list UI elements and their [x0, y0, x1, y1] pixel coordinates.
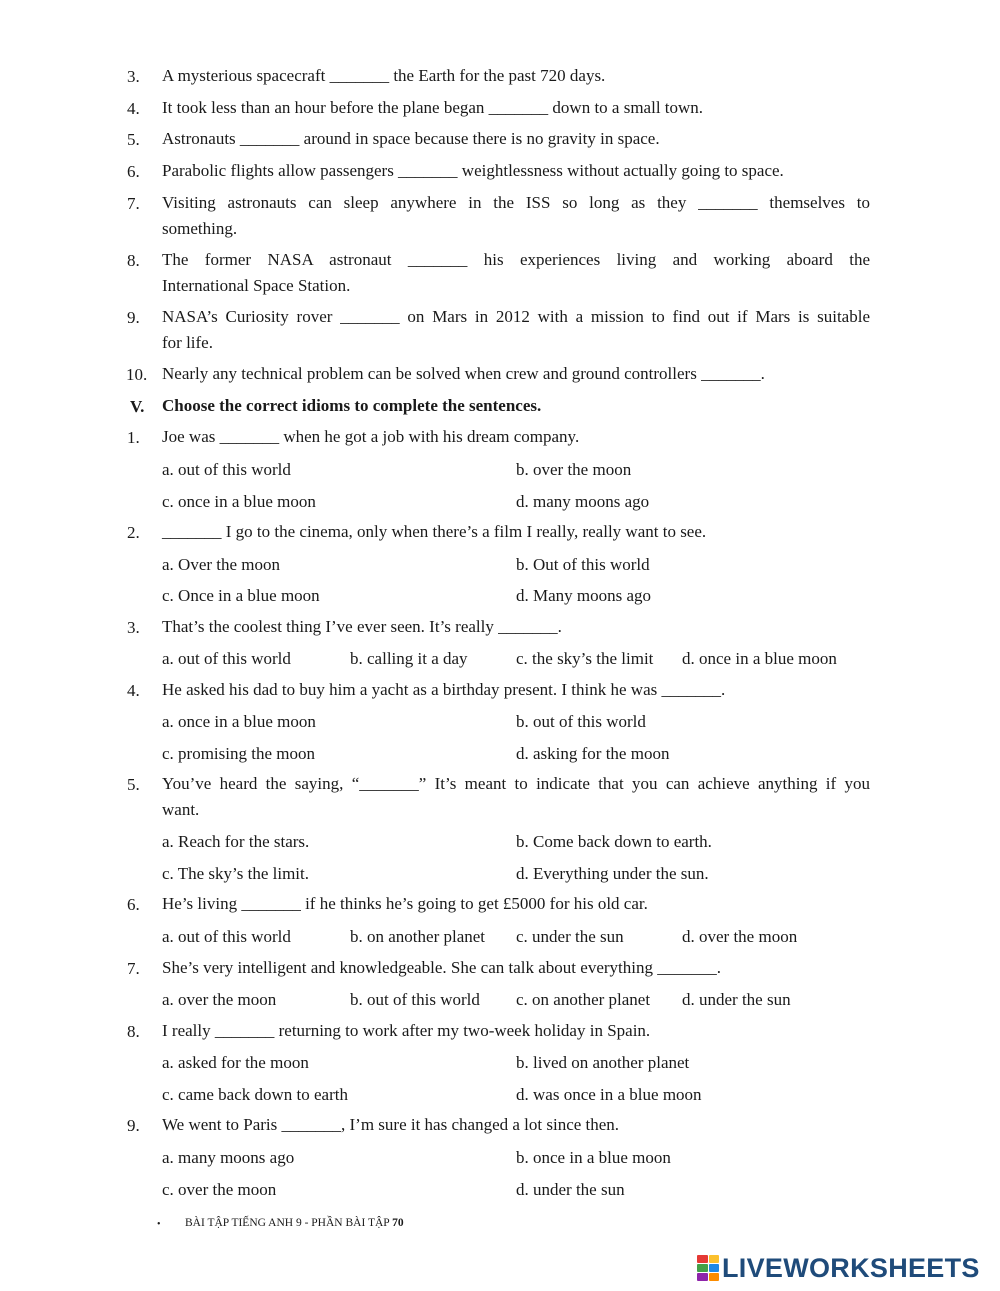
logo-tiles-icon — [697, 1255, 719, 1281]
question-text: You’ve heard the saying, “_______” It’s meant to indicate that you can achieve anything if you — [162, 774, 870, 793]
exercise-sentence-continued: for life. — [162, 333, 213, 352]
option-b: b. on another planet — [350, 927, 486, 946]
item-number: 8. — [127, 251, 140, 270]
option-a: a. Over the moon — [162, 555, 281, 574]
option-c: c. Once in a blue moon — [162, 586, 320, 605]
option-c: c. promising the moon — [162, 744, 315, 763]
question-text: That’s the coolest thing I’ve ever seen. It’s really _______. — [162, 617, 562, 636]
option-d: d. once in a blue moon — [682, 649, 837, 668]
option-d: d. many moons ago — [516, 492, 650, 511]
exercise-sentence: Nearly any technical problem can be solved when crew and ground controllers _______. — [162, 364, 765, 383]
option-d: d. over the moon — [682, 927, 798, 946]
exercise-sentence: It took less than an hour before the plane began _______ down to a small town. — [162, 98, 704, 117]
exercise-sentence: NASA’s Curiosity rover _______ on Mars in 2012 with a mission to find out if Mars is suitable — [162, 307, 870, 326]
exercise-sentence-continued: International Space Station. — [162, 276, 351, 295]
exercise-sentence: Visiting astronauts can sleep anywhere in the ISS so long as they _______ themselves to — [162, 193, 870, 212]
question-text: She’s very intelligent and knowledgeable. She can talk about everything _______. — [162, 958, 721, 977]
option-a: a. out of this world — [162, 927, 291, 946]
option-c: c. on another planet — [516, 990, 651, 1009]
option-d: d. Everything under the sun. — [516, 864, 709, 883]
option-c: c. came back down to earth — [162, 1085, 348, 1104]
option-b: b. over the moon — [516, 460, 632, 479]
logo-wordmark: LIVEWORKSHEETS — [722, 1252, 980, 1283]
question-number: 5. — [127, 775, 140, 794]
option-a: a. over the moon — [162, 990, 277, 1009]
item-number: 5. — [127, 130, 140, 149]
question-number: 7. — [127, 959, 140, 978]
exercise-sentence-continued: something. — [162, 219, 238, 238]
option-c: c. once in a blue moon — [162, 492, 316, 511]
option-b: b. Come back down to earth. — [516, 832, 712, 851]
exercise-sentence: A mysterious spacecraft _______ the Earth for the past 720 days. — [162, 66, 606, 85]
option-c: c. under the sun — [516, 927, 624, 946]
liveworksheets-logo[interactable] — [697, 1253, 980, 1283]
question-number: 9. — [127, 1116, 140, 1135]
question-text: He’s living _______ if he thinks he’s going to get £5000 for his old car. — [162, 894, 648, 913]
option-c: c. The sky’s the limit. — [162, 864, 310, 883]
question-number: 6. — [127, 895, 140, 914]
exercise-sentence: Astronauts _______ around in space because there is no gravity in space. — [162, 129, 660, 148]
footer-text: BÀI TẬP TIẾNG ANH 9 - PHẦN BÀI TẬP — [185, 1217, 393, 1229]
question-text: He asked his dad to buy him a yacht as a birthday present. I think he was _______. — [162, 680, 726, 699]
page-footer — [185, 1215, 404, 1231]
question-number: 1. — [127, 428, 140, 447]
option-b: b. out of this world — [516, 712, 646, 731]
logo-tile — [709, 1273, 720, 1281]
question-number: 2. — [127, 523, 140, 542]
option-a: a. out of this world — [162, 460, 291, 479]
logo-tile — [709, 1255, 720, 1263]
logo-tile — [697, 1264, 708, 1272]
option-d: d. asking for the moon — [516, 744, 670, 763]
option-b: b. calling it a day — [350, 649, 468, 668]
question-text: We went to Paris _______, I’m sure it has changed a lot since then. — [162, 1115, 620, 1134]
option-a: a. Reach for the stars. — [162, 832, 310, 851]
logo-tile — [697, 1273, 708, 1281]
page-number: 70 — [392, 1217, 404, 1229]
question-text: I really _______ returning to work after my two-week holiday in Spain. — [162, 1021, 651, 1040]
item-number: 6. — [127, 162, 140, 181]
question-text: Joe was _______ when he got a job with his dream company. — [162, 427, 580, 446]
section-number: V. — [130, 397, 145, 416]
item-number: 3. — [127, 67, 140, 86]
option-b: b. once in a blue moon — [516, 1148, 671, 1167]
footer-bullet: • — [157, 1219, 161, 1230]
option-a: a. once in a blue moon — [162, 712, 316, 731]
item-number: 10. — [126, 365, 148, 384]
option-a: a. asked for the moon — [162, 1053, 309, 1072]
question-text-continued: want. — [162, 800, 200, 819]
option-b: b. Out of this world — [516, 555, 650, 574]
option-d: d. under the sun — [682, 990, 791, 1009]
option-c: c. the sky’s the limit — [516, 649, 654, 668]
item-number: 9. — [127, 308, 140, 327]
option-a: a. out of this world — [162, 649, 291, 668]
section-heading: Choose the correct idioms to complete the sentences. — [162, 396, 542, 415]
item-number: 4. — [127, 99, 140, 118]
logo-tile — [697, 1255, 708, 1263]
option-d: d. Many moons ago — [516, 586, 652, 605]
option-b: b. lived on another planet — [516, 1053, 690, 1072]
option-c: c. over the moon — [162, 1180, 277, 1199]
option-b: b. out of this world — [350, 990, 480, 1009]
question-number: 8. — [127, 1022, 140, 1041]
question-text: _______ I go to the cinema, only when there’s a film I really, really want to see. — [162, 522, 707, 541]
exercise-sentence: The former NASA astronaut _______ his experiences living and working aboard the — [162, 250, 870, 269]
option-a: a. many moons ago — [162, 1148, 295, 1167]
item-number: 7. — [127, 194, 140, 213]
option-d: d. was once in a blue moon — [516, 1085, 702, 1104]
option-d: d. under the sun — [516, 1180, 625, 1199]
question-number: 4. — [127, 681, 140, 700]
question-number: 3. — [127, 618, 140, 637]
exercise-sentence: Parabolic flights allow passengers _______ weightlessness without actually going to space. — [162, 161, 784, 180]
logo-tile — [709, 1264, 720, 1272]
